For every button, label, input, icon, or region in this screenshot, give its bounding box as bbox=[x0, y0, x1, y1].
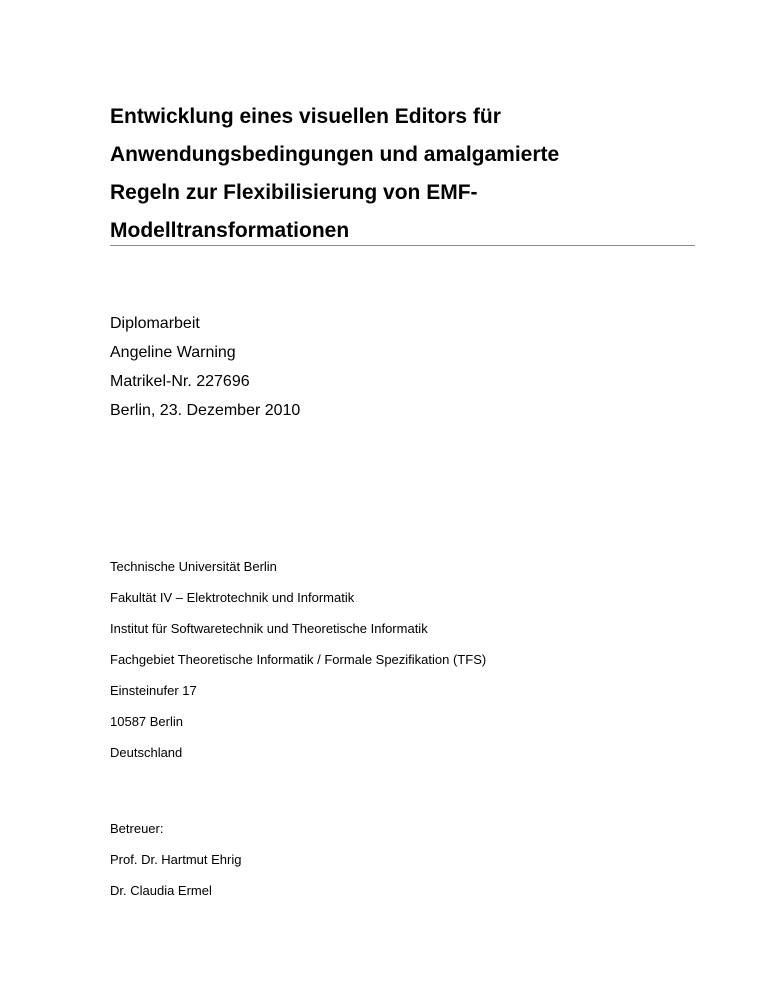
matriculation-number: Matrikel-Nr. 227696 bbox=[110, 373, 250, 390]
postal-city: 10587 Berlin bbox=[110, 714, 183, 729]
title-line-1: Entwicklung eines visuellen Editors für bbox=[110, 105, 501, 128]
thesis-title bbox=[110, 98, 695, 250]
advisors-info bbox=[110, 813, 241, 906]
place-date: Berlin, 23. Dezember 2010 bbox=[110, 402, 301, 419]
thesis-info bbox=[110, 309, 300, 425]
institution-info bbox=[110, 551, 486, 768]
advisor-name-1: Prof. Dr. Hartmut Ehrig bbox=[110, 852, 242, 867]
thesis-type: Diplomarbeit bbox=[110, 315, 200, 332]
institute-name: Institut für Softwaretechnik und Theoretische Informatik bbox=[110, 621, 428, 636]
country: Deutschland bbox=[110, 745, 183, 760]
title-divider bbox=[110, 245, 695, 246]
title-line-4: Modelltransformationen bbox=[110, 219, 350, 242]
author-name: Angeline Warning bbox=[110, 344, 236, 361]
department-name: Fachgebiet Theoretische Informatik / Formale Spezifikation (TFS) bbox=[110, 652, 487, 667]
faculty-name: Fakultät IV – Elektrotechnik und Informatik bbox=[110, 590, 355, 605]
advisors-label: Betreuer: bbox=[110, 821, 164, 836]
title-line-2: Anwendungsbedingungen und amalgamierte bbox=[110, 143, 560, 166]
street-address: Einsteinufer 17 bbox=[110, 683, 197, 698]
university-name: Technische Universität Berlin bbox=[110, 559, 277, 574]
title-line-3: Regeln zur Flexibilisierung von EMF- bbox=[110, 181, 478, 204]
advisor-name-2: Dr. Claudia Ermel bbox=[110, 883, 212, 898]
